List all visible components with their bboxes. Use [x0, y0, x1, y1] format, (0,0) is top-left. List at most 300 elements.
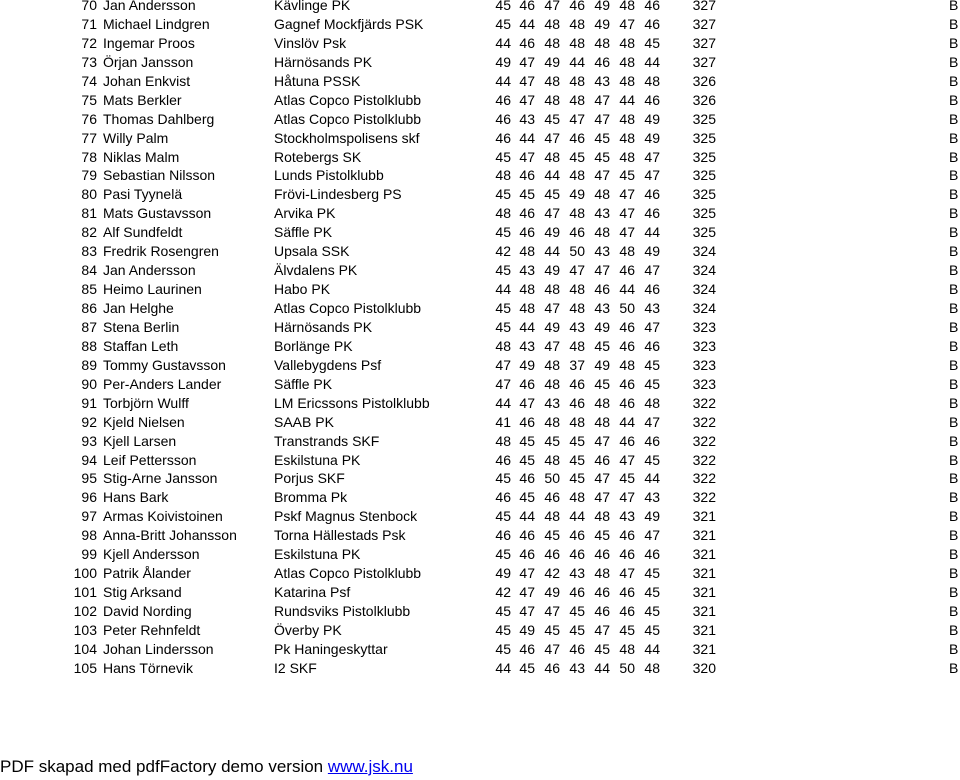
rank-cell: 82	[81, 224, 97, 241]
total-score-cell: 321	[692, 527, 716, 544]
total-score-cell: 323	[692, 318, 716, 335]
total-score-cell: 322	[692, 470, 716, 487]
series-score-cell: 47	[644, 262, 660, 279]
series-score-cell: 44	[569, 508, 585, 525]
series-score-cell: 42	[544, 565, 560, 582]
series-score-cell: 46	[619, 394, 635, 411]
series-score-cell: 48	[544, 508, 560, 525]
club-cell: Porjus SKF	[274, 470, 345, 487]
series-score-cell: 46	[644, 281, 660, 298]
series-score-cell: 48	[519, 243, 535, 260]
shooter-name-cell: Kjell Andersson	[103, 546, 200, 563]
series-score-cell: 49	[495, 53, 511, 70]
table-row	[0, 72, 960, 91]
series-score-cell: 47	[519, 91, 535, 108]
series-score-cell: 44	[619, 91, 635, 108]
series-score-cell: 43	[594, 300, 610, 316]
rank-cell: 95	[81, 470, 97, 487]
class-cell: B	[949, 565, 959, 582]
shooter-name-cell: Leif Pettersson	[103, 451, 197, 468]
series-score-cell: 45	[594, 375, 610, 392]
series-score-cell: 41	[495, 413, 511, 430]
series-score-cell: 48	[619, 243, 635, 260]
series-score-cell: 48	[594, 508, 610, 525]
footer-text: PDF skapad med pdfFactory demo version	[0, 757, 328, 776]
series-score-cell: 45	[495, 148, 511, 165]
series-score-cell: 44	[569, 53, 585, 70]
series-score-cell: 48	[495, 432, 511, 449]
series-score-cell: 49	[544, 318, 560, 335]
series-score-cell: 46	[569, 0, 585, 13]
table-row	[0, 129, 960, 148]
total-score-cell: 321	[692, 508, 716, 525]
rank-cell: 85	[81, 281, 97, 298]
series-score-cell: 45	[644, 603, 660, 619]
class-cell: B	[949, 470, 959, 487]
total-score-cell: 321	[692, 546, 716, 563]
series-score-cell: 47	[544, 0, 560, 13]
table-row	[0, 375, 960, 394]
series-score-cell: 47	[519, 584, 535, 601]
series-score-cell: 48	[544, 451, 560, 468]
rank-cell: 102	[73, 603, 97, 619]
rank-cell: 88	[81, 337, 97, 354]
table-row	[0, 488, 960, 507]
total-score-cell: 321	[692, 640, 716, 657]
series-score-cell: 44	[544, 243, 560, 260]
series-score-cell: 45	[495, 300, 511, 316]
series-score-cell: 44	[495, 34, 511, 51]
table-row	[0, 413, 960, 432]
series-score-cell: 49	[644, 129, 660, 146]
series-score-cell: 46	[569, 584, 585, 601]
class-cell: B	[949, 659, 959, 676]
series-score-cell: 49	[594, 15, 610, 32]
club-cell: Transtrands SKF	[274, 432, 380, 449]
series-score-cell: 45	[644, 375, 660, 392]
series-score-cell: 44	[619, 413, 635, 430]
series-score-cell: 46	[594, 451, 610, 468]
total-score-cell: 324	[692, 262, 716, 279]
club-cell: Lunds Pistolklubb	[274, 167, 384, 184]
club-cell: Rotebergs SK	[274, 148, 362, 165]
series-score-cell: 45	[644, 356, 660, 373]
table-row	[0, 110, 960, 129]
total-score-cell: 326	[692, 91, 716, 108]
club-cell: Kävlinge PK	[274, 0, 351, 13]
series-score-cell: 47	[544, 205, 560, 222]
series-score-cell: 49	[495, 565, 511, 582]
rank-cell: 101	[73, 584, 97, 601]
series-score-cell: 43	[519, 337, 535, 354]
series-score-cell: 45	[594, 527, 610, 544]
series-score-cell: 43	[569, 565, 585, 582]
total-score-cell: 327	[692, 15, 716, 32]
series-score-cell: 48	[495, 337, 511, 354]
series-score-cell: 44	[495, 394, 511, 411]
series-score-cell: 47	[544, 603, 560, 619]
series-score-cell: 37	[569, 356, 585, 373]
series-score-cell: 46	[569, 527, 585, 544]
series-score-cell: 47	[594, 470, 610, 487]
class-cell: B	[949, 224, 959, 241]
series-score-cell: 44	[495, 659, 511, 676]
series-score-cell: 47	[644, 413, 660, 430]
series-score-cell: 46	[495, 129, 511, 146]
shooter-name-cell: Sebastian Nilsson	[103, 167, 216, 184]
shooter-name-cell: Örjan Jansson	[103, 53, 194, 70]
series-score-cell: 49	[644, 508, 660, 525]
series-score-cell: 43	[569, 318, 585, 335]
footer-link[interactable]: www.jsk.nu	[327, 757, 413, 776]
series-score-cell: 48	[495, 167, 511, 184]
class-cell: B	[949, 375, 959, 392]
series-score-cell: 48	[544, 72, 560, 89]
table-row	[0, 299, 960, 318]
shooter-name-cell: Per-Anders Lander	[103, 375, 222, 392]
series-score-cell: 48	[619, 148, 635, 165]
rank-cell: 93	[81, 432, 97, 449]
series-score-cell: 46	[495, 110, 511, 127]
series-score-cell: 44	[519, 508, 535, 525]
pdf-footer	[0, 756, 413, 778]
rank-cell: 89	[81, 356, 97, 373]
series-score-cell: 47	[594, 91, 610, 108]
shooter-name-cell: Anna-Britt Johansson	[103, 527, 237, 544]
series-score-cell: 49	[594, 356, 610, 373]
total-score-cell: 322	[692, 489, 716, 506]
series-score-cell: 47	[495, 356, 511, 373]
table-row	[0, 564, 960, 583]
series-score-cell: 46	[594, 53, 610, 70]
series-score-cell: 45	[495, 508, 511, 525]
total-score-cell: 325	[692, 186, 716, 203]
series-score-cell: 48	[544, 413, 560, 430]
series-score-cell: 46	[644, 0, 660, 13]
series-score-cell: 49	[544, 224, 560, 241]
series-score-cell: 46	[519, 205, 535, 222]
class-cell: B	[949, 337, 959, 354]
series-score-cell: 46	[594, 281, 610, 298]
series-score-cell: 46	[644, 91, 660, 108]
class-cell: B	[949, 603, 959, 619]
rank-cell: 84	[81, 262, 97, 279]
rank-cell: 94	[81, 451, 97, 468]
series-score-cell: 46	[495, 451, 511, 468]
series-score-cell: 47	[594, 167, 610, 184]
series-score-cell: 45	[569, 432, 585, 449]
series-score-cell: 47	[495, 375, 511, 392]
series-score-cell: 45	[594, 129, 610, 146]
series-score-cell: 43	[644, 300, 660, 316]
series-score-cell: 45	[619, 167, 635, 184]
total-score-cell: 322	[692, 451, 716, 468]
series-score-cell: 48	[594, 394, 610, 411]
table-row	[0, 507, 960, 526]
series-score-cell: 48	[619, 129, 635, 146]
club-cell: Atlas Copco Pistolklubb	[274, 110, 422, 127]
series-score-cell: 48	[594, 413, 610, 430]
rank-cell: 104	[73, 640, 97, 657]
series-score-cell: 49	[644, 110, 660, 127]
class-cell: B	[949, 186, 959, 203]
series-score-cell: 46	[569, 375, 585, 392]
series-score-cell: 48	[594, 224, 610, 241]
shooter-name-cell: Hans Törnevik	[103, 659, 194, 676]
series-score-cell: 44	[644, 640, 660, 657]
club-cell: I2 SKF	[274, 659, 317, 676]
club-cell: Atlas Copco Pistolklubb	[274, 91, 422, 108]
series-score-cell: 48	[619, 640, 635, 657]
class-cell: B	[949, 205, 959, 222]
table-row	[0, 53, 960, 72]
rank-cell: 103	[73, 621, 97, 638]
series-score-cell: 50	[619, 659, 635, 676]
series-score-cell: 48	[619, 53, 635, 70]
series-score-cell: 46	[519, 527, 535, 544]
shooter-name-cell: Torbjörn Wulff	[103, 394, 189, 411]
class-cell: B	[949, 356, 959, 373]
series-score-cell: 48	[569, 205, 585, 222]
series-score-cell: 47	[519, 72, 535, 89]
class-cell: B	[949, 281, 959, 298]
table-row	[0, 526, 960, 545]
series-score-cell: 45	[519, 659, 535, 676]
table-row	[0, 545, 960, 564]
rank-cell: 80	[81, 186, 97, 203]
series-score-cell: 47	[544, 129, 560, 146]
series-score-cell: 45	[544, 432, 560, 449]
class-cell: B	[949, 527, 959, 544]
series-score-cell: 49	[569, 186, 585, 203]
rank-cell: 74	[81, 72, 97, 89]
table-row	[0, 223, 960, 242]
club-cell: Vinslöv Psk	[274, 34, 347, 51]
class-cell: B	[949, 0, 959, 13]
series-score-cell: 46	[519, 413, 535, 430]
class-cell: B	[949, 394, 959, 411]
series-score-cell: 46	[644, 186, 660, 203]
shooter-name-cell: Jan Andersson	[103, 0, 196, 13]
table-row	[0, 432, 960, 451]
series-score-cell: 47	[569, 262, 585, 279]
total-score-cell: 327	[692, 0, 716, 13]
series-score-cell: 50	[619, 300, 635, 316]
series-score-cell: 45	[495, 186, 511, 203]
club-cell: Pskf Magnus Stenbock	[274, 508, 418, 525]
series-score-cell: 46	[644, 337, 660, 354]
rank-cell: 72	[81, 34, 97, 51]
club-cell: Habo PK	[274, 281, 331, 298]
club-cell: SAAB PK	[274, 413, 334, 430]
class-cell: B	[949, 489, 959, 506]
series-score-cell: 47	[569, 110, 585, 127]
series-score-cell: 43	[594, 72, 610, 89]
table-row	[0, 280, 960, 299]
total-score-cell: 325	[692, 148, 716, 165]
series-score-cell: 47	[644, 318, 660, 335]
table-row	[0, 640, 960, 659]
shooter-name-cell: Willy Palm	[103, 129, 169, 146]
series-score-cell: 44	[495, 72, 511, 89]
shooter-name-cell: Staffan Leth	[103, 337, 179, 354]
series-score-cell: 47	[519, 565, 535, 582]
class-cell: B	[949, 451, 959, 468]
shooter-name-cell: Mats Gustavsson	[103, 205, 212, 222]
table-row	[0, 337, 960, 356]
class-cell: B	[949, 53, 959, 70]
series-score-cell: 45	[544, 621, 560, 638]
club-cell: Rundsviks Pistolklubb	[274, 603, 411, 619]
series-score-cell: 46	[495, 91, 511, 108]
series-score-cell: 46	[594, 584, 610, 601]
series-score-cell: 46	[644, 205, 660, 222]
club-cell: Håtuna PSSK	[274, 72, 361, 89]
total-score-cell: 320	[692, 659, 716, 676]
rank-cell: 71	[81, 15, 97, 32]
series-score-cell: 44	[519, 318, 535, 335]
series-score-cell: 45	[569, 451, 585, 468]
series-score-cell: 46	[519, 470, 535, 487]
table-row	[0, 242, 960, 261]
series-score-cell: 45	[544, 527, 560, 544]
series-score-cell: 45	[495, 262, 511, 279]
series-score-cell: 49	[644, 243, 660, 260]
series-score-cell: 46	[644, 546, 660, 563]
rank-cell: 75	[81, 91, 97, 108]
total-score-cell: 322	[692, 432, 716, 449]
class-cell: B	[949, 262, 959, 279]
series-score-cell: 45	[569, 470, 585, 487]
shooter-name-cell: Niklas Malm	[103, 148, 180, 165]
series-score-cell: 48	[644, 72, 660, 89]
series-score-cell: 48	[594, 186, 610, 203]
series-score-cell: 46	[569, 394, 585, 411]
total-score-cell: 323	[692, 337, 716, 354]
table-row	[0, 469, 960, 488]
total-score-cell: 327	[692, 34, 716, 51]
series-score-cell: 48	[619, 0, 635, 13]
total-score-cell: 323	[692, 375, 716, 392]
series-score-cell: 46	[495, 489, 511, 506]
rank-cell: 91	[81, 394, 97, 411]
series-score-cell: 44	[644, 224, 660, 241]
series-score-cell: 45	[594, 640, 610, 657]
series-score-cell: 49	[594, 318, 610, 335]
club-cell: Upsala SSK	[274, 243, 350, 260]
series-score-cell: 46	[544, 659, 560, 676]
series-score-cell: 46	[519, 546, 535, 563]
series-score-cell: 45	[644, 34, 660, 51]
series-score-cell: 48	[619, 72, 635, 89]
series-score-cell: 45	[495, 621, 511, 638]
series-score-cell: 47	[619, 224, 635, 241]
club-cell: Överby PK	[274, 621, 342, 638]
series-score-cell: 48	[619, 110, 635, 127]
total-score-cell: 321	[692, 565, 716, 582]
shooter-name-cell: Johan Enkvist	[103, 72, 191, 89]
class-cell: B	[949, 129, 959, 146]
rank-cell: 105	[73, 659, 97, 676]
class-cell: B	[949, 243, 959, 260]
series-score-cell: 49	[519, 356, 535, 373]
table-row	[0, 621, 960, 640]
series-score-cell: 46	[544, 546, 560, 563]
table-row	[0, 91, 960, 110]
series-score-cell: 45	[644, 565, 660, 582]
series-score-cell: 47	[619, 565, 635, 582]
table-row	[0, 583, 960, 602]
series-score-cell: 48	[544, 34, 560, 51]
total-score-cell: 321	[692, 584, 716, 601]
series-score-cell: 47	[519, 394, 535, 411]
series-score-cell: 47	[519, 53, 535, 70]
club-cell: Borlänge PK	[274, 337, 353, 354]
series-score-cell: 48	[544, 281, 560, 298]
series-score-cell: 43	[644, 489, 660, 506]
series-score-cell: 47	[544, 300, 560, 316]
series-score-cell: 47	[619, 205, 635, 222]
rank-cell: 96	[81, 489, 97, 506]
class-cell: B	[949, 110, 959, 127]
class-cell: B	[949, 300, 959, 316]
club-cell: Vallebygdens Psf	[274, 356, 382, 373]
series-score-cell: 45	[495, 318, 511, 335]
table-row	[0, 318, 960, 337]
series-score-cell: 48	[569, 489, 585, 506]
club-cell: Bromma Pk	[274, 489, 348, 506]
class-cell: B	[949, 34, 959, 51]
club-cell: Eskilstuna PK	[274, 451, 361, 468]
series-score-cell: 46	[519, 375, 535, 392]
table-row	[0, 0, 960, 15]
rank-cell: 70	[81, 0, 97, 13]
series-score-cell: 47	[544, 337, 560, 354]
series-score-cell: 47	[519, 148, 535, 165]
rank-cell: 97	[81, 508, 97, 525]
total-score-cell: 325	[692, 224, 716, 241]
class-cell: B	[949, 621, 959, 638]
series-score-cell: 46	[619, 432, 635, 449]
club-cell: Frövi-Lindesberg PS	[274, 186, 402, 203]
series-score-cell: 45	[544, 110, 560, 127]
series-score-cell: 49	[519, 621, 535, 638]
series-score-cell: 42	[495, 243, 511, 260]
series-score-cell: 46	[569, 129, 585, 146]
table-row	[0, 602, 960, 621]
rank-cell: 79	[81, 167, 97, 184]
series-score-cell: 50	[544, 470, 560, 487]
series-score-cell: 48	[594, 34, 610, 51]
club-cell: Atlas Copco Pistolklubb	[274, 565, 422, 582]
series-score-cell: 44	[519, 15, 535, 32]
series-score-cell: 46	[519, 167, 535, 184]
series-score-cell: 42	[495, 584, 511, 601]
club-cell: Stockholmspolisens skf	[274, 129, 420, 146]
series-score-cell: 47	[594, 110, 610, 127]
series-score-cell: 43	[594, 205, 610, 222]
series-score-cell: 45	[619, 470, 635, 487]
series-score-cell: 45	[644, 621, 660, 638]
rank-cell: 77	[81, 129, 97, 146]
shooter-name-cell: Alf Sundfeldt	[103, 224, 183, 241]
series-score-cell: 47	[619, 186, 635, 203]
series-score-cell: 44	[519, 129, 535, 146]
series-score-cell: 48	[544, 91, 560, 108]
shooter-name-cell: Jan Andersson	[103, 262, 196, 279]
series-score-cell: 46	[619, 337, 635, 354]
series-score-cell: 44	[544, 167, 560, 184]
